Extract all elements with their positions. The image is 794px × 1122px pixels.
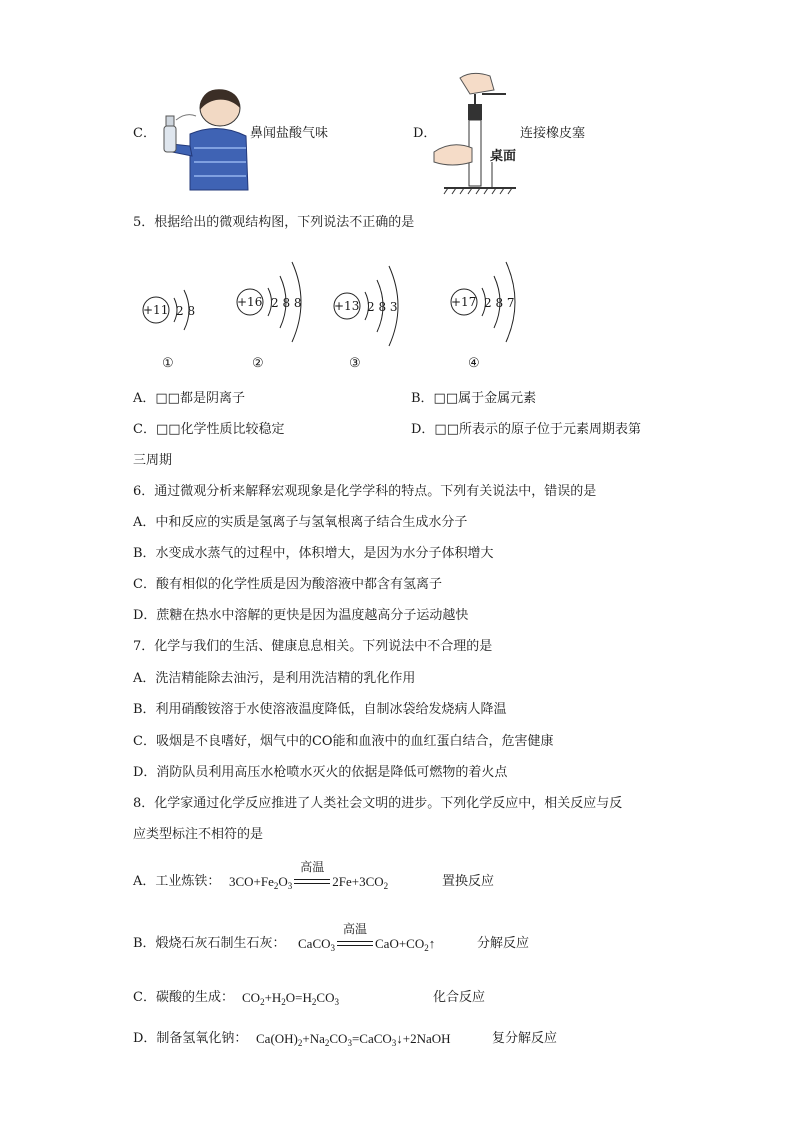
q8-option-a-type: 置换反应	[442, 874, 495, 889]
q8-option-d-equation: $Ca(OH)_2+Na_2CO_3=CaCO_3↓+2NaOH$	[256, 1031, 451, 1048]
q8-stem-line2: 应类型标注不相符的是	[133, 827, 264, 842]
q8-stem-line1: 8．化学家通过化学反应推进了人类社会文明的进步。下列化学反应中，相关反应与反	[133, 796, 623, 811]
q8-option-b-equation: CaCO$_3$ 高温 $CaO+CO_2↑$	[298, 922, 436, 953]
reaction-condition-b: 高温	[337, 938, 373, 952]
q8-option-d-label: D．制备氢氧化钠：	[133, 1031, 248, 1046]
q5-option-c: C．□□化学性质比较稳定	[133, 422, 285, 437]
precipitate-down-arrow: ↓+2NaOH	[396, 1031, 451, 1046]
reaction-condition-a: 高温	[294, 876, 330, 890]
atom-2-nucleus: +16	[237, 295, 263, 309]
q5-option-a: A．□□都是阴离子	[133, 391, 245, 406]
q5-option-d: D．□□所表示的原子位于元素周期表第	[411, 422, 641, 437]
q7-option-c: C．吸烟是不良嗜好，烟气中的CO能和血液中的血红蛋白结合，危害健康	[133, 734, 554, 749]
q8-option-b-type: 分解反应	[477, 936, 530, 951]
q6-option-c: C．酸有相似的化学性质是因为酸溶液中都含有氢离子	[133, 577, 442, 592]
q7-option-d: D．消防队员利用高压水枪喷水灭火的依据是降低可燃物的着火点	[133, 765, 508, 780]
q7-option-a: A．洗洁精能除去油污，是利用洗洁精的乳化作用	[133, 671, 416, 686]
atom-3-nucleus: +13	[334, 299, 360, 313]
q4-option-c-caption: 鼻闻盐酸气味	[250, 126, 329, 141]
q4-option-d-label: D．	[413, 126, 437, 141]
q4-option-c-label: C．	[133, 126, 156, 141]
q5-option-b: B．□□属于金属元素	[411, 391, 537, 406]
atom-3-shells: 2 8 3	[367, 300, 398, 314]
q4-option-d-caption: 连接橡皮塞	[520, 126, 586, 141]
q8-option-c-equation: $CO_2+H_2O=H_2CO_3$	[242, 990, 339, 1007]
q7-option-b: B．利用硝酸铵溶于水使溶液温度降低，自制冰袋给发烧病人降温	[133, 702, 507, 717]
atom-3-marker: ③	[349, 356, 361, 371]
q8-option-c-label: C．碳酸的生成：	[133, 990, 234, 1005]
atom-1-nucleus: +11	[143, 303, 169, 317]
atom-4-shells: 2 8 7	[484, 296, 515, 310]
atom-1-shells: 2 8	[176, 304, 196, 318]
connect-stopper-illustration	[432, 70, 518, 198]
q6-stem: 6．通过微观分析来解释宏观现象是化学学科的特点。下列有关说法中，错误的是	[133, 484, 597, 499]
smell-acid-illustration	[160, 86, 254, 190]
q6-option-a: A．中和反应的实质是氢离子与氢氧根离子结合生成水分子	[133, 515, 468, 530]
q8-option-c-type: 化合反应	[433, 990, 486, 1005]
atom-4-nucleus: +17	[451, 295, 477, 309]
desk-label: 桌面	[490, 149, 517, 164]
atom-1-marker: ①	[162, 356, 174, 371]
q5-option-d-continuation: 三周期	[133, 453, 173, 468]
atom-2-marker: ②	[252, 356, 264, 371]
q8-option-d-type: 复分解反应	[492, 1031, 558, 1046]
gas-up-arrow: ↑	[428, 936, 436, 951]
q7-stem: 7．化学与我们的生活、健康息息相关。下列说法中不合理的是	[133, 639, 493, 654]
q8-option-b-label: B．煅烧石灰石制生石灰：	[133, 936, 286, 951]
q5-stem: 5．根据给出的微观结构图，下列说法不正确的是	[133, 215, 415, 230]
q8-option-a-equation: $3CO+Fe_2O_3$ 高温 $2Fe+3CO_2$	[229, 860, 389, 891]
atom-4-marker: ④	[468, 356, 480, 371]
atom-2-shells: 2 8 8	[271, 296, 302, 310]
q8-option-a-label: A．工业炼铁：	[133, 874, 221, 889]
q6-option-b: B．水变成水蒸气的过程中，体积增大，是因为水分子体积增大	[133, 546, 494, 561]
q6-option-d: D．蔗糖在热水中溶解的更快是因为温度越高分子运动越快	[133, 608, 469, 623]
